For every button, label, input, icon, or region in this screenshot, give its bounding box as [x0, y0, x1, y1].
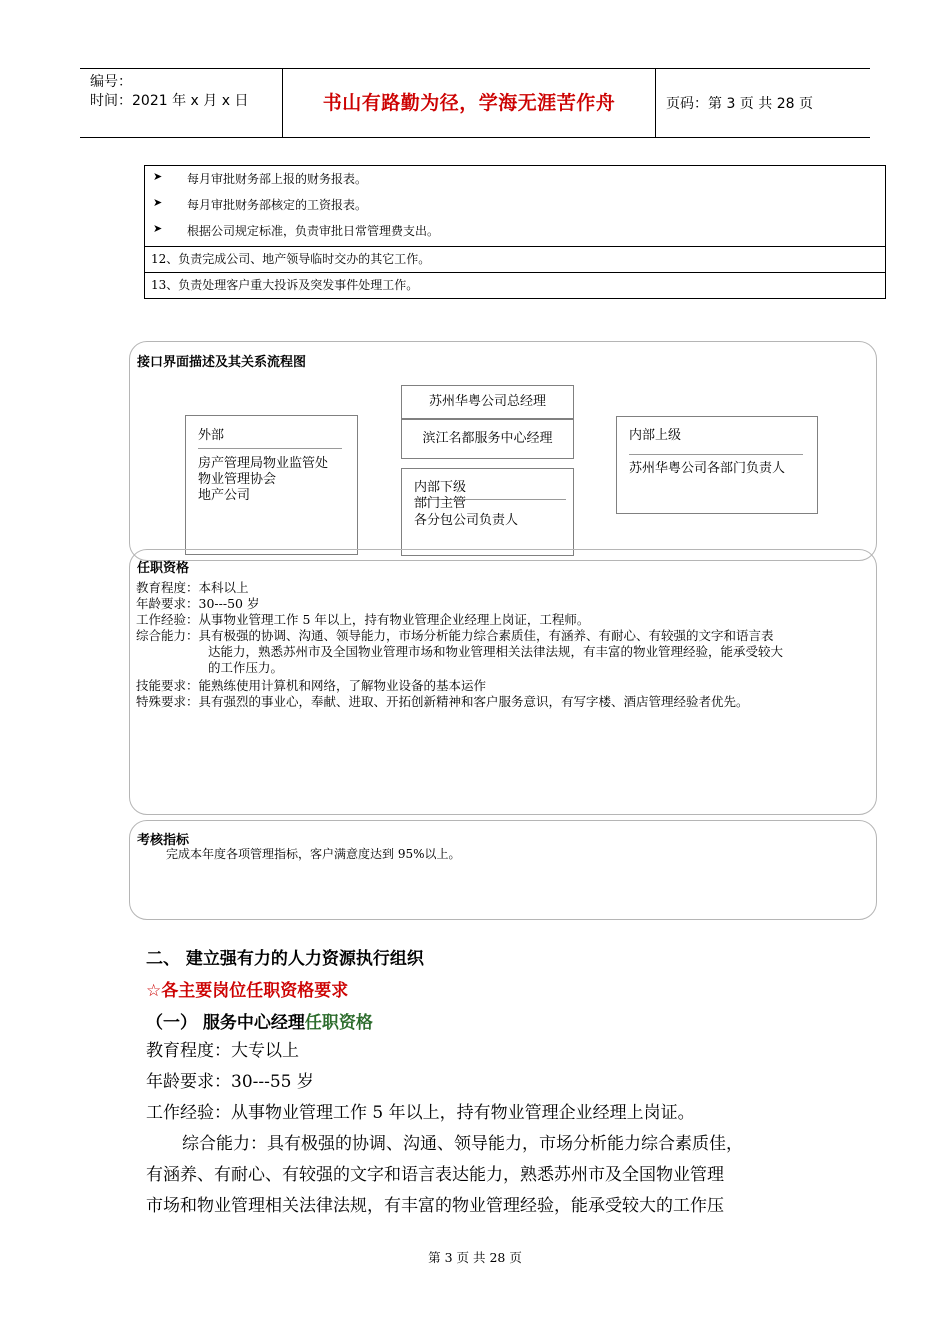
general-manager-box: 苏州华粤公司总经理	[401, 385, 574, 419]
duty-item-13: 13、负责处理客户重大投诉及突发事件处理工作。	[151, 278, 419, 292]
assessment-title: 考核指标	[137, 833, 190, 848]
table-divider	[145, 246, 885, 247]
superior-line: 苏州华粤公司各部门负责人	[629, 461, 786, 476]
qualification-line: 达能力，熟悉苏州市及全国物业管理市场和物业管理相关法律法规，有丰富的物业管理经验，能承受较大	[208, 644, 784, 659]
document-header	[80, 68, 870, 138]
duty-table: ➤ 每月审批财务部上报的财务报表。 ➤ 每月审批财务部核定的工资报表。 ➤ 根据公司规定标准，负责审批日常管理费支出。 12、负责完成公司、地产领导临时交办的其它工作。 13、负责处理客户重大投诉及突发事件处理工作。	[144, 165, 886, 299]
qualification-line: 技能要求：能熟练使用计算机和网络，了解物业设备的基本运作	[136, 678, 487, 693]
header-motto-cell	[283, 69, 656, 137]
section-heading: 二、 建立强有力的人力资源执行组织	[146, 949, 424, 969]
arrow-bullet-icon: ➤	[153, 170, 163, 183]
divider	[629, 454, 803, 455]
page-label: 页码：第 3 页 共 28 页	[666, 96, 813, 112]
body-line: 教育程度：大专以上	[146, 1041, 299, 1061]
assessment-section	[129, 820, 877, 920]
qualification-line: 综合能力：具有极强的协调、沟通、领导能力，市场分析能力综合素质佳，有涵养、有耐心、有较强的文字和语言表	[136, 628, 774, 643]
interface-title: 接口界面描述及其关系流程图	[137, 355, 307, 370]
internal-superior-box	[616, 416, 818, 514]
arrow-bullet-icon: ➤	[153, 196, 163, 209]
qualification-title: 任职资格	[137, 561, 190, 576]
divider	[198, 448, 342, 449]
external-line: 地产公司	[198, 488, 251, 503]
body-line: 工作经验：从事物业管理工作 5 年以上，持有物业管理企业经理上岗证。	[146, 1103, 695, 1123]
duty-item-12: 12、负责完成公司、地产领导临时交办的其它工作。	[151, 252, 431, 266]
header-meta	[80, 69, 283, 137]
number-label: 编号：	[90, 74, 132, 90]
body-line: 市场和物业管理相关法律法规，有丰富的物业管理经验，能承受较大的工作压	[146, 1196, 724, 1216]
time-label: 时间：2021 年 x 月 x 日	[90, 93, 249, 109]
position-heading-prefix: （一） 服务中心经理	[146, 1013, 305, 1033]
body-line: 年龄要求：30---55 岁	[146, 1072, 314, 1092]
superior-heading: 内部上级	[629, 428, 682, 443]
table-divider	[145, 272, 885, 273]
arrow-bullet-icon: ➤	[153, 222, 163, 235]
subordinate-line: 部门主管	[414, 496, 467, 511]
section-subheading: ☆各主要岗位任职资格要求	[146, 981, 349, 1001]
qualification-line: 教育程度：本科以上	[136, 580, 249, 595]
body-line: 综合能力：具有极强的协调、沟通、领导能力，市场分析能力综合素质佳，	[182, 1134, 743, 1154]
motto: 书山有路勤为径，学海无涯苦作舟	[322, 92, 616, 114]
internal-subordinate-box	[401, 468, 574, 556]
subordinate-heading: 内部下级	[414, 480, 467, 495]
external-heading: 外部	[198, 428, 225, 443]
external-box	[185, 415, 358, 555]
body-line: 有涵养、有耐心、有较强的文字和语言表达能力，熟悉苏州市及全国物业管理	[146, 1165, 724, 1185]
service-center-manager-box: 滨江名都服务中心经理	[401, 419, 574, 459]
external-line: 房产管理局物业监管处	[198, 456, 329, 471]
qualification-line: 年龄要求：30---50 岁	[136, 596, 260, 611]
assessment-text: 完成本年度各项管理指标，客户满意度达到 95%以上。	[166, 847, 461, 861]
page-footer: 第 3 页 共 28 页	[428, 1250, 522, 1265]
qualification-line: 特殊要求：具有强烈的事业心，奉献、进取、开拓创新精神和客户服务意识，有写字楼、酒店管理经验者优先。	[136, 694, 749, 709]
qualification-line: 的工作压力。	[208, 660, 284, 675]
position-heading-suffix: 任职资格	[304, 1013, 373, 1033]
position-heading	[146, 1008, 373, 1033]
subordinate-line: 各分包公司负责人	[414, 513, 519, 528]
qualification-line: 工作经验：从事物业管理工作 5 年以上，持有物业管理企业经理上岗证，工程师。	[136, 612, 590, 627]
header-page-cell	[656, 69, 870, 137]
external-line: 物业管理协会	[198, 472, 277, 487]
